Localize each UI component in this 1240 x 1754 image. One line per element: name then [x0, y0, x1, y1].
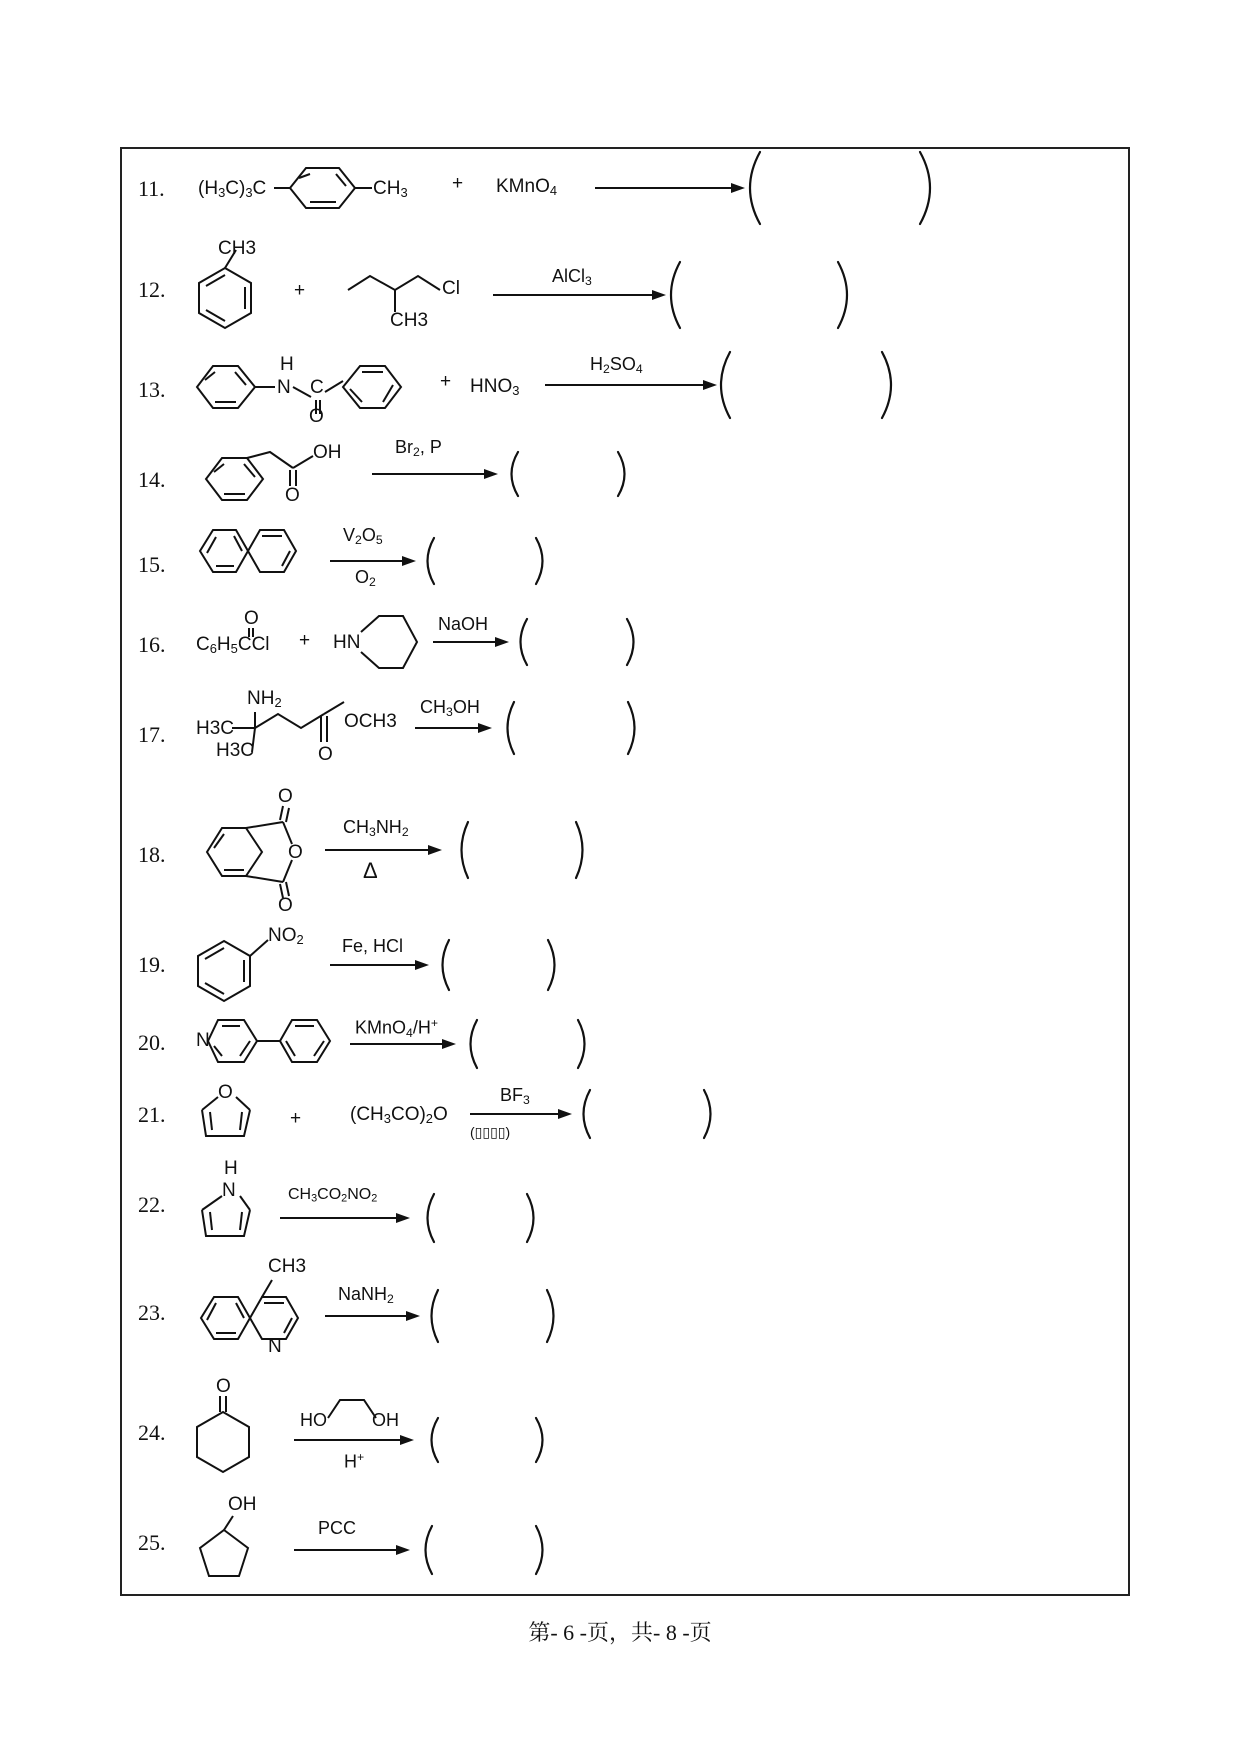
- reagent-above-arrow: $Br_2$, P: [395, 437, 442, 460]
- reagent-above-arrow: $V_2O_5$: [343, 525, 383, 548]
- problem-number-14: 14.: [138, 467, 166, 492]
- nitro-group-label: $NO_2$: [268, 925, 304, 948]
- reactant-kmno4: KMnO$_4$: [496, 176, 558, 199]
- methyl-label: CH3: [218, 238, 257, 259]
- problem-number-15: 15.: [138, 552, 166, 577]
- problem-number-12: 12.: [138, 277, 166, 302]
- reagent-above-arrow: PCC: [318, 1518, 357, 1538]
- hydroxyl-label: OH: [228, 1494, 257, 1515]
- carbonyl-oxygen-label: O: [278, 786, 293, 807]
- methyl-label: CH3: [390, 310, 429, 331]
- plus-sign: +: [294, 280, 306, 301]
- methyl-label: H3C: [196, 718, 235, 739]
- amino-label: $NH_2$: [247, 688, 282, 711]
- reagent-above-arrow: Fe, HCl: [342, 936, 404, 956]
- problem-number-16: 16.: [138, 632, 166, 657]
- problem-number-22: 22.: [138, 1192, 166, 1217]
- carbonyl-oxygen-label: O: [285, 485, 300, 506]
- plus-sign: +: [440, 371, 452, 392]
- problem-number-20: 20.: [138, 1030, 166, 1055]
- carbonyl-oxygen-label: O: [244, 608, 259, 629]
- reagent-above-arrow: $CH_3OH$: [420, 697, 480, 720]
- reagent-above-arrow: $CH_3NH_2$: [343, 817, 409, 840]
- glycol-hydroxyl-label: OH: [372, 1410, 399, 1430]
- quinoline-nitrogen-label: N: [268, 1336, 282, 1357]
- methyl-label: CH3: [268, 1256, 307, 1277]
- acetic-anhydride-formula: $(CH_3CO)_2O$: [350, 1104, 448, 1127]
- hydroxyl-label: OH: [313, 442, 342, 463]
- pyrrole-hydrogen-label: H: [224, 1158, 238, 1179]
- pyridine-nitrogen-label: N: [196, 1030, 210, 1051]
- ring-oxygen-label: O: [288, 842, 303, 863]
- problem-number-25: 25.: [138, 1530, 166, 1555]
- carbonyl-oxygen-label: O: [216, 1376, 231, 1397]
- problem-number-23: 23.: [138, 1300, 166, 1325]
- carbonyl-oxygen-label: O: [318, 744, 333, 765]
- reagent-above-arrow: NaNH$_2$: [338, 1284, 394, 1307]
- reagent-above-arrow: NaOH: [438, 614, 489, 634]
- problem-number-11: 11.: [138, 176, 165, 201]
- chlorine-label: Cl: [442, 278, 460, 299]
- problem-number-21: 21.: [138, 1102, 166, 1127]
- problem-number-17: 17.: [138, 722, 166, 747]
- page-footer: 第- 6 -页，共- 8 -页: [528, 1620, 712, 1645]
- problem-number-19: 19.: [138, 952, 166, 977]
- reagent-above-arrow: $CH_3CO_2NO_2$: [288, 1186, 378, 1205]
- pyrrole-nitrogen-label: N: [222, 1180, 236, 1201]
- reagent-above-arrow: $BF_3$: [500, 1085, 530, 1108]
- reagent-below-arrow: (▯▯▯▯): [470, 1124, 511, 1140]
- problem-number-18: 18.: [138, 842, 166, 867]
- methoxy-label: OCH3: [344, 711, 397, 732]
- reagent-above-arrow: KMnO$_4$/H+: [355, 1016, 438, 1040]
- reactant-hno3: $HNO_3$: [470, 376, 520, 399]
- reagent-above-arrow: $H_2SO_4$: [590, 354, 643, 377]
- piperidine-nh-label: HN: [333, 632, 361, 653]
- problem-number-24: 24.: [138, 1420, 166, 1445]
- tert-butyl-group-label: $(H_3C)_3C$: [198, 178, 267, 201]
- carbonyl-carbon-label: C: [310, 377, 324, 398]
- plus-sign: +: [299, 630, 311, 651]
- plus-sign: +: [452, 173, 464, 194]
- reagent-below-arrow: $O_2$: [355, 567, 376, 590]
- carbonyl-oxygen-label: O: [278, 895, 293, 916]
- reagent-below-arrow: Δ: [363, 858, 378, 883]
- methyl-label: $CH_3$: [373, 178, 408, 201]
- glycol-hydroxyl-label: HO: [300, 1410, 327, 1430]
- problem-number-13: 13.: [138, 377, 166, 402]
- reagent-above-arrow: AlCl$_3$: [552, 266, 592, 289]
- plus-sign: +: [290, 1108, 302, 1129]
- methyl-label: H3C: [216, 740, 255, 761]
- carbonyl-oxygen-label: O: [309, 406, 324, 427]
- amide-hydrogen-label: H: [280, 354, 294, 375]
- amide-nitrogen-label: N: [277, 377, 291, 398]
- furan-oxygen-label: O: [218, 1082, 233, 1103]
- benzoyl-chloride-formula: $C_6H_5CCl$: [196, 634, 270, 657]
- reagent-below-arrow: H+: [344, 1450, 365, 1472]
- answer-blank[interactable]: [0, 0, 1, 1]
